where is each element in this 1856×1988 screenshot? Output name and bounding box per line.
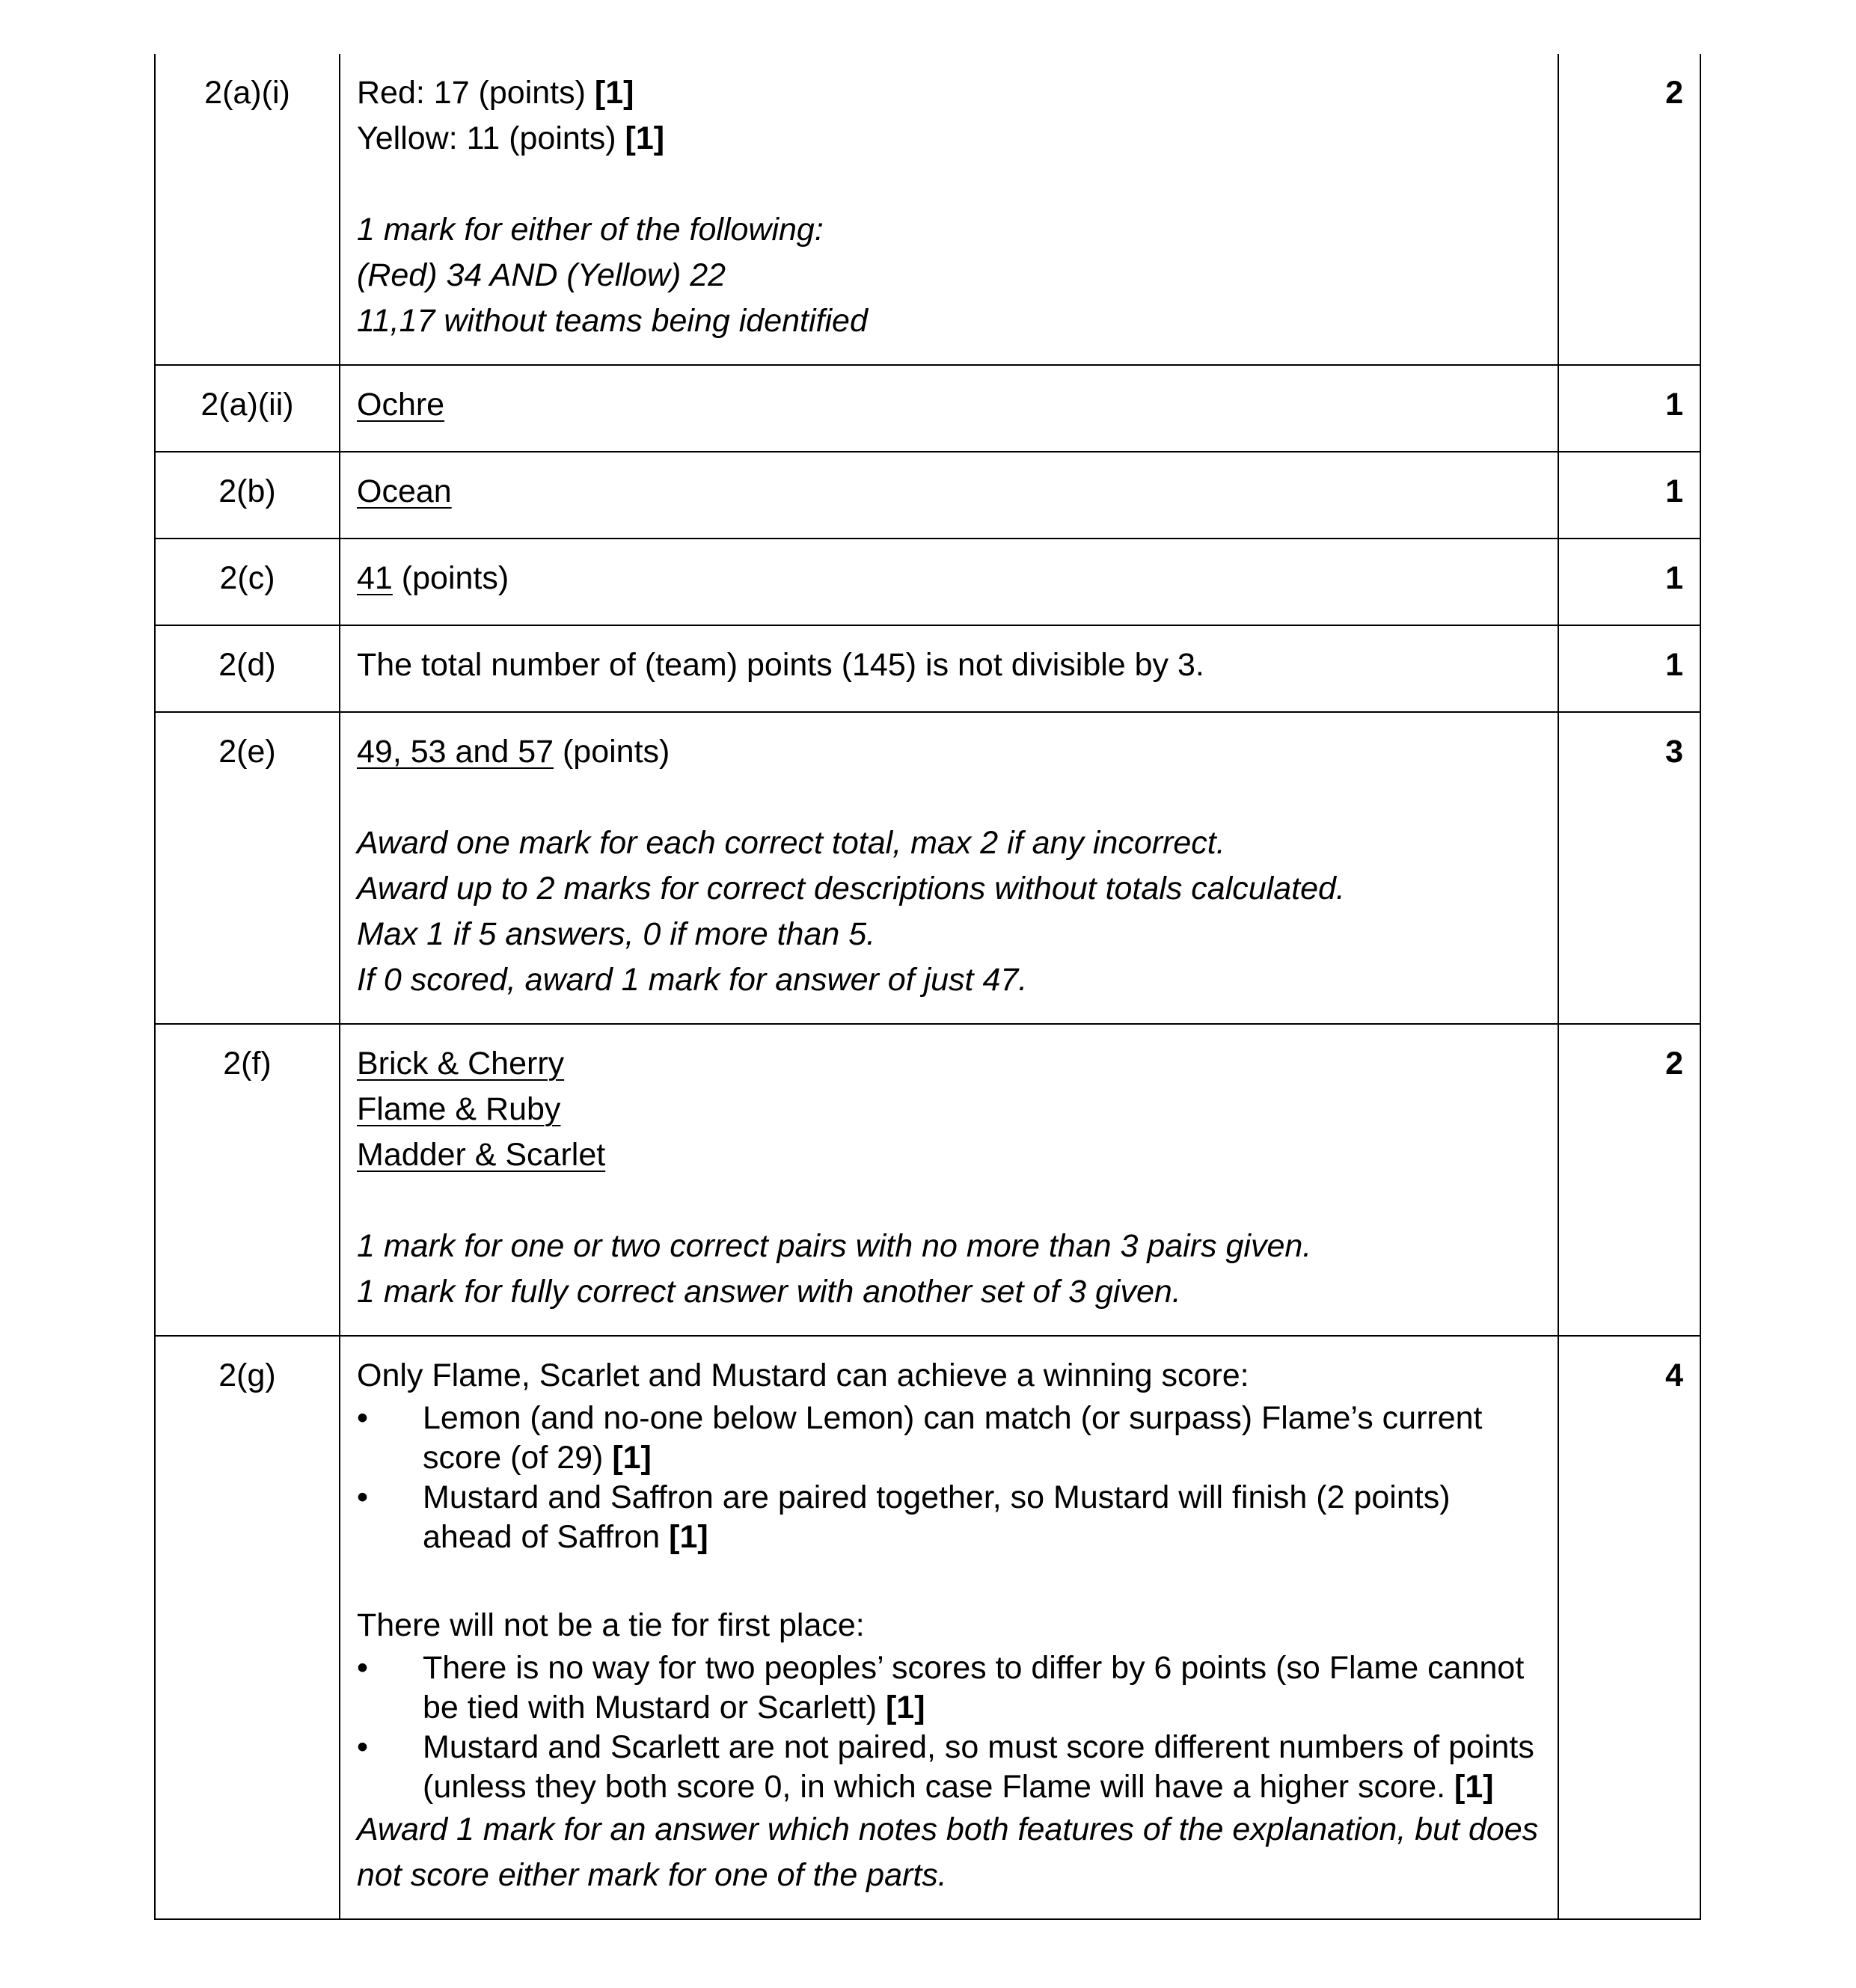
guidance-line: If 0 scored, award 1 mark for answer of just 47.: [357, 962, 1028, 998]
answer-text: The total number of (team) points (145) is not divisible by 3.: [357, 647, 1204, 683]
table-row: [155, 1024, 1700, 1336]
question-number: 2(e): [155, 712, 340, 1024]
answer-line: [357, 1087, 1541, 1132]
question-number: 2(f): [155, 1024, 340, 1336]
question-number: 2(c): [155, 539, 340, 625]
answer-text: Ochre: [357, 387, 445, 423]
answer-line: [357, 1041, 1541, 1087]
bullet-item: • Lemon (and no-one below Lemon) can match (or surpass) Flame’s current score (of 29) [1]: [357, 1399, 1541, 1478]
answer-intro: There will not be a tie for first place:: [357, 1607, 865, 1643]
answer-cell: [340, 1024, 1558, 1336]
pair-text: Brick & Cherry: [357, 1046, 565, 1082]
answer-line: Red: 17 (points) [1]: [357, 75, 634, 111]
table-row: [155, 539, 1700, 625]
mark-scheme-table: [154, 54, 1701, 1920]
answer-line: [357, 1132, 1541, 1178]
answer-cell: [340, 539, 1558, 625]
bullet-list: [357, 1399, 1541, 1557]
answer-suffix: (points): [554, 734, 670, 770]
table-row: [155, 625, 1700, 712]
answer-cell: [340, 452, 1558, 539]
question-number: 2(a)(ii): [155, 365, 340, 452]
table-row: [155, 365, 1700, 452]
marks-cell: 1: [1558, 365, 1700, 452]
mark-tag: [1]: [612, 1440, 652, 1476]
question-number: 2(g): [155, 1336, 340, 1919]
marks-cell: 3: [1558, 712, 1700, 1024]
mark-tag: [1]: [625, 120, 665, 156]
question-number: 2(b): [155, 452, 340, 539]
mark-tag: [1]: [669, 1519, 708, 1555]
marks-cell: 2: [1558, 54, 1700, 365]
bullet-list: [357, 1648, 1541, 1807]
answer-cell: [340, 54, 1558, 365]
mark-tag: [1]: [594, 75, 634, 111]
table-row: [155, 54, 1700, 365]
guidance-line: Award 1 mark for an answer which notes both features of the explanation, but does not score either mark for one of the parts.: [357, 1811, 1539, 1893]
question-number: 2(a)(i): [155, 54, 340, 365]
bullet-item: • Mustard and Saffron are paired together, so Mustard will finish (2 points) ahead of Saffron [1]: [357, 1478, 1541, 1557]
guidance-line: Award up to 2 marks for correct descriptions without totals calculated.: [357, 871, 1345, 906]
question-number: 2(d): [155, 625, 340, 712]
guidance-line: Award one mark for each correct total, max 2 if any incorrect.: [357, 825, 1225, 861]
guidance-line: 1 mark for fully correct answer with another set of 3 given.: [357, 1274, 1181, 1310]
guidance-line: 1 mark for one or two correct pairs with no more than 3 pairs given.: [357, 1228, 1312, 1264]
pair-text: Flame & Ruby: [357, 1091, 561, 1127]
marks-cell: 1: [1558, 625, 1700, 712]
guidance-line: (Red) 34 AND (Yellow) 22: [357, 257, 726, 293]
table-row: [155, 712, 1700, 1024]
guidance-line: Max 1 if 5 answers, 0 if more than 5.: [357, 916, 876, 952]
marks-cell: 1: [1558, 539, 1700, 625]
answer-line: [357, 729, 1541, 775]
bullet-item: • There is no way for two peoples’ scores to differ by 6 points (so Flame cannot be tied with Mustard or Scarlett) [1]: [357, 1648, 1541, 1728]
answer-cell: [340, 365, 1558, 452]
mark-tag: [1]: [1454, 1769, 1494, 1805]
answer-text: 41: [357, 560, 393, 596]
guidance-line: 1 mark for either of the following:: [357, 212, 824, 248]
bullet-item: • Mustard and Scarlett are not paired, so must score different numbers of points (unless they both score 0, in which case Flame will have a higher score. [1]: [357, 1728, 1541, 1807]
marks-cell: 2: [1558, 1024, 1700, 1336]
answer-text: Ocean: [357, 473, 452, 509]
answer-cell: [340, 712, 1558, 1024]
guidance-line: 11,17 without teams being identified: [357, 303, 868, 339]
answer-cell: [340, 1336, 1558, 1919]
table-row: [155, 1336, 1700, 1919]
answer-intro: Only Flame, Scarlet and Mustard can achieve a winning score:: [357, 1357, 1249, 1393]
pair-text: Madder & Scarlet: [357, 1137, 606, 1173]
table-row: [155, 452, 1700, 539]
answer-suffix: (points): [392, 560, 509, 596]
marks-cell: 1: [1558, 452, 1700, 539]
answer-line: Yellow: 11 (points) [1]: [357, 120, 665, 156]
marks-cell: 4: [1558, 1336, 1700, 1919]
mark-tag: [1]: [885, 1690, 925, 1725]
answer-text: 49, 53 and 57: [357, 734, 554, 770]
answer-cell: [340, 625, 1558, 712]
